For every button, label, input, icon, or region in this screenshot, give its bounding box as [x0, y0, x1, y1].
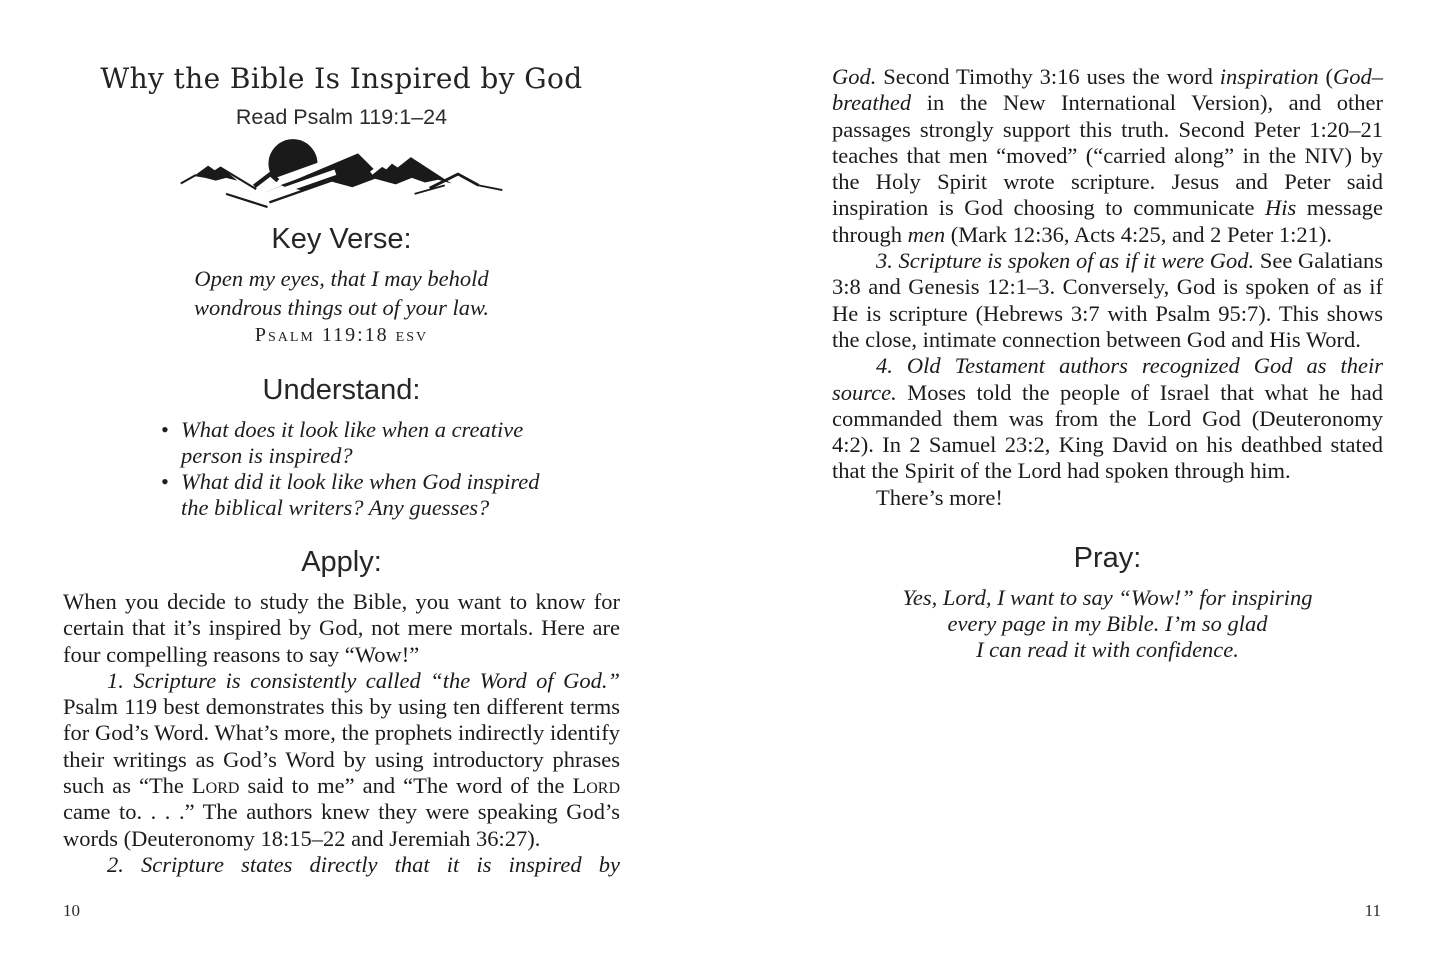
verse-line: Open my eyes, that I may behold — [194, 266, 489, 291]
verse-line: wondrous things out of your law. — [193, 295, 490, 320]
left-page — [63, 0, 620, 963]
understand-list — [159, 417, 571, 521]
text-run: His — [1264, 195, 1297, 221]
prayer-text — [832, 585, 1383, 663]
mountains-sun-icon — [177, 138, 507, 212]
reading-reference: Read Psalm 119:1–24 — [235, 105, 448, 129]
key-verse-text — [63, 264, 620, 322]
understand-heading: Understand: — [262, 374, 421, 406]
chapter-title: Why the Bible Is Inspired by God — [100, 62, 583, 95]
page-number-left: 10 — [63, 901, 80, 920]
text-run: men — [907, 221, 946, 247]
text-run: 1. Scripture is consistently called “the Word of God.” — [107, 667, 620, 693]
text-run: 4. Old Testament authors recognized God as their source. — [832, 353, 1383, 405]
text-run: Second Timothy 3:16 uses the word — [876, 64, 1220, 89]
text-run: Psalm 119 best demonstrates this by using ten different terms for God’s Word. What’s more, the prophets indirectly identify their writings as God’s Word by using introductory phrases such as “The — [63, 694, 620, 799]
page-number-right: 11 — [1364, 901, 1381, 920]
text-run: came to. . . .” The authors knew they were speaking God’s words (Deuteronomy 18:15–22 and Jeremiah 36:27). — [63, 799, 620, 851]
text-run: Moses told the people of Israel that what he had commanded them was from the Lord God (Deuteronomy 4:2). In 2 Samuel 23:2, King David on his deathbed stated that the Spirit of the Lord had spoken through him. — [832, 379, 1383, 484]
body-paragraph — [832, 64, 1383, 248]
apply-heading: Apply: — [301, 546, 382, 578]
apply-body-continued — [832, 64, 1383, 511]
prayer-line: every page in my Bible. I’m so glad — [947, 611, 1268, 637]
text-run: When you decide to study the Bible, you want to know for certain that it’s inspired by God, not mere mortals. Here are four compelling reasons to say “Wow!” — [63, 589, 620, 667]
text-run: Lord — [191, 773, 240, 799]
text-run: God–breathed — [832, 64, 1383, 116]
body-paragraph — [63, 668, 620, 852]
apply-body — [63, 589, 620, 878]
body-paragraph — [832, 353, 1383, 484]
text-run: 3. Scripture is spoken of as if it were God. — [876, 248, 1255, 274]
verse-reference: Psalm 119:18 esv — [254, 324, 429, 346]
text-run: There’s more! — [876, 484, 1003, 510]
prayer-line: Yes, Lord, I want to say “Wow!” for inspiring — [902, 585, 1313, 611]
text-run: said to me” and “The word of the — [239, 773, 573, 799]
pray-heading: Pray: — [1073, 542, 1142, 575]
understand-bullet: • What did it look like when God inspired the biblical writers? Any guesses? — [159, 469, 571, 521]
text-run: 2. Scripture states directly that it is inspired by — [107, 851, 620, 877]
understand-bullet: • What does it look like when a creative person is inspired? — [159, 417, 571, 469]
text-run: See Galatians 3:8 and Genesis 12:1–3. Conversely, God is spoken of as if He is scripture (Hebrews 3:7 with Psalm 95:7). This shows the close, intimate connection between God and His Word. — [832, 248, 1383, 352]
text-run: (Mark 12:36, Acts 4:25, and 2 Peter 1:21). — [945, 221, 1332, 247]
text-run: Lord — [572, 773, 621, 799]
body-paragraph — [63, 589, 620, 668]
body-paragraph — [832, 248, 1383, 353]
text-run: message through — [832, 195, 1383, 247]
text-run: God. — [832, 64, 877, 89]
key-verse-heading: Key Verse: — [271, 223, 412, 255]
right-page — [832, 0, 1383, 963]
text-run: in the New International Version), and other passages strongly support this truth. Second Peter 1:20–21 teaches that men “moved” (“carried along” in the NIV) by the Holy Spirit wrote scripture. Jesus and Peter said inspiration is God choosing to communicate — [832, 90, 1383, 221]
prayer-line: I can read it with confidence. — [976, 637, 1239, 663]
body-paragraph — [832, 485, 1383, 511]
text-run: inspiration — [1219, 64, 1319, 89]
body-paragraph — [63, 852, 620, 878]
text-run: ( — [1318, 64, 1333, 89]
